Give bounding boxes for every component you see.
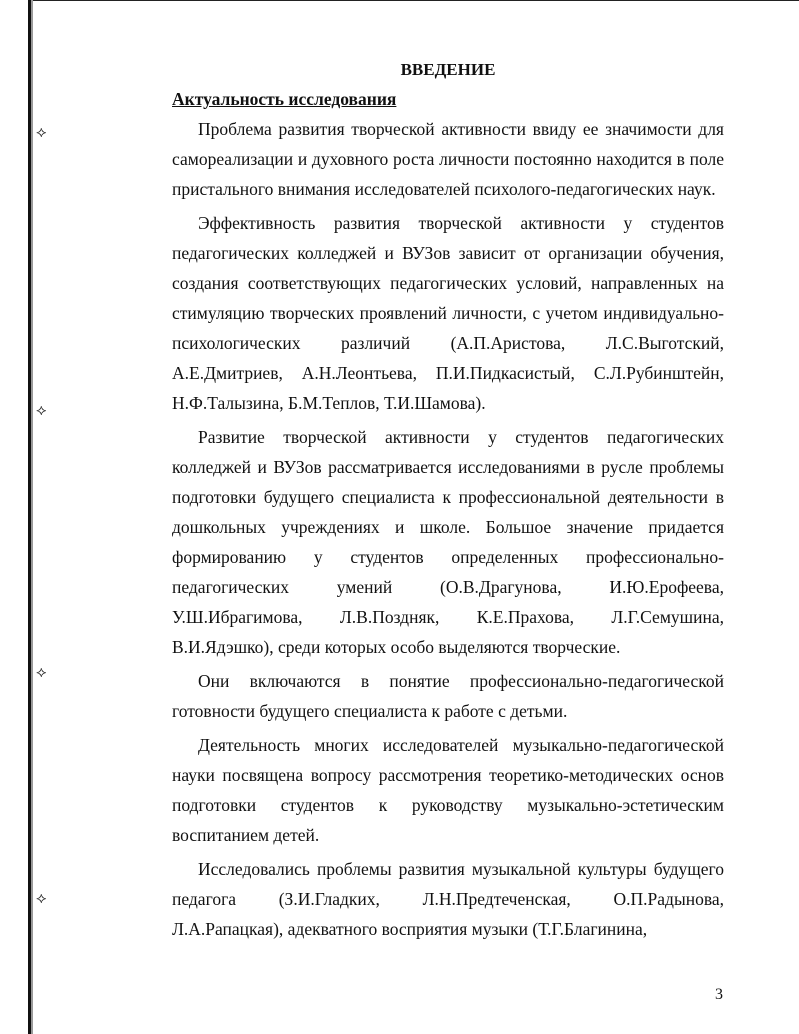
paragraph: Они включаются в понятие профессионально-педагогической готовности будущего специалиста к работе с детьми. [172,671,724,721]
binding-hole-icon: ⟡ [36,122,47,141]
scan-binding-shadow [31,0,33,1034]
paragraph: Проблема развития творческой активности ввиду ее значимости для самореализации и духовного роста личности постоянно находится в поле пристального внимания исследователей психолого-педагогических наук. [172,119,724,199]
paragraph: Исследовались проблемы развития музыкальной культуры будущего педагога (З.И.Гладких, Л.Н.Предтеченская, О.П.Радынова, Л.А.Рапацкая), адекватного восприятия музыки (Т.Г.Благинина, [172,859,724,939]
paragraph: Деятельность многих исследователей музыкально-педагогической науки посвящена вопросу рассмотрения теоретико-методических основ подготовки студентов к руководству музыкально-эстетическим воспитанием детей. [172,735,724,845]
binding-hole-icon: ⟡ [36,662,47,681]
binding-hole-icon: ⟡ [36,400,47,419]
document-page [172,56,724,944]
page-number: 3 [715,986,723,1003]
paragraph: Эффективность развития творческой активности у студентов педагогических колледжей и ВУЗов зависит от организации обучения, создания соответствующих педагогических условий, направленных на стимуляцию творческих проявлений личности, с учетом индивидуально-психологических различий (А.П.Аристова, Л.С.Выготский, А.Е.Дмитриев, А.Н.Леонтьева, П.И.Пидкасистый, С.Л.Рубинштейн, Н.Ф.Талызина, Б.М.Теплов, Т.И.Шамова). [172,213,724,413]
section-heading: Актуальность исследования [172,89,397,109]
binding-hole-icon: ⟡ [36,888,47,907]
scan-top-edge [28,0,799,1]
paragraph: Развитие творческой активности у студентов педагогических колледжей и ВУЗов рассматривается исследованиями в русле проблемы подготовки будущего специалиста к профессиональной деятельности в дошкольных учреждениях и школе. Большое значение придается формированию у студентов определенных профессионально-педагогических умений (О.В.Драгунова, И.Ю.Ерофеева, У.Ш.Ибрагимова, Л.В.Поздняк, К.Е.Прахова, Л.Г.Семушина, В.И.Ядэшко), среди которых особо выделяются творческие. [172,427,724,657]
page-title: ВВЕДЕНИЕ [400,60,496,79]
